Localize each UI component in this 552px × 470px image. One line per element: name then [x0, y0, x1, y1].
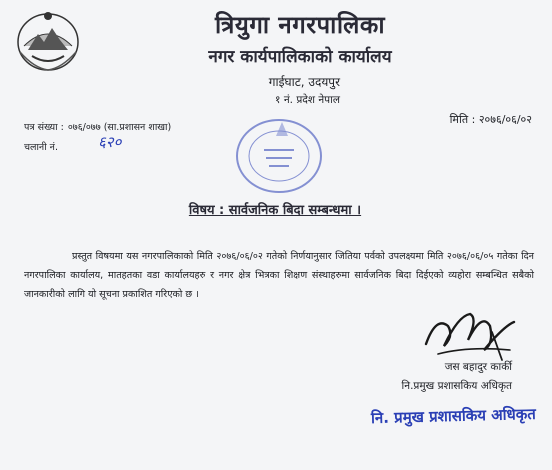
notice-body: प्रस्तुत विषयमा यस नगरपालिकाको मिति २०७६/०६/०२ गतेको निर्णयानुसार जितिया पर्वको उपलक्ष्यमा मिति २०७६/०६/०५ गतेका दिन नगरपालिका कार्यालय, मातहतका वडा कार्यालयहरु र नगर क्षेत्र भित्रका शिक्षण संस्थाहरुमा सार्वजनिक बिदा दिईएको व्यहोरा सम्बन्धित सबैको जानकारीको लागि यो सूचना प्रकाशित गरिएको छ । — [24, 251, 534, 300]
dispatch-number: ६२० — [98, 133, 122, 151]
handwritten-signature-icon — [418, 296, 522, 366]
subject-line: विषय : सार्वजनिक बिदा सम्बन्धमा । — [188, 203, 362, 218]
office-name: नगर कार्यपालिकाको कार्यालय — [208, 47, 392, 67]
date-label: मिति : — [449, 113, 476, 126]
letter-date — [450, 112, 532, 127]
address-line-2: १ नं. प्रदेश नेपाल — [275, 94, 340, 106]
reference-value: ०७६/०७७ (सा.प्रशासन शाखा) — [67, 122, 172, 133]
municipality-title: त्रियुगा नगरपालिका — [214, 11, 386, 39]
address-line-1: गाईघाट, उदयपुर — [268, 75, 340, 89]
nepal-government-emblem-icon — [14, 8, 82, 74]
dispatch-label: चलानी नं. — [24, 142, 58, 153]
signatory-name: जस बहादुर कार्की — [444, 361, 512, 373]
signatory-title: नि.प्रमुख प्रशासकिय अधिकृत — [401, 380, 512, 392]
designation-stamp: नि. प्रमुख प्रशासकिय अधिकृत — [370, 404, 537, 428]
reference-label: पत्र संख्या : — [24, 122, 64, 133]
office-stamp-icon — [224, 114, 334, 198]
date-value: २०७६/०६/०२ — [478, 113, 532, 126]
